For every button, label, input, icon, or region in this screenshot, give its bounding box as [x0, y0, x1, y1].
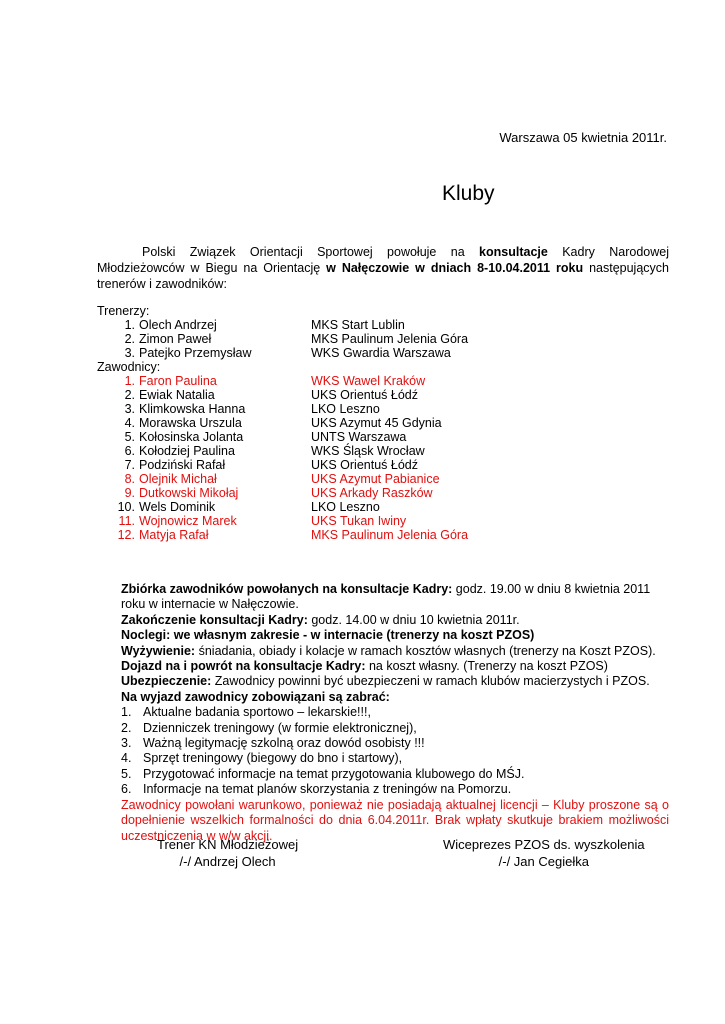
- checklist-number: 1.: [121, 705, 132, 720]
- end-text: godz. 14.00 w dniu 10 kwietnia 2011r.: [311, 612, 520, 627]
- end-label: Zakończenie konsultacji Kadry:: [121, 612, 308, 627]
- roster-club: WKS Śląsk Wrocław: [311, 444, 425, 458]
- checklist-text: Aktualne badania sportowo – lekarskie!!!,: [143, 705, 371, 720]
- lodging-label: Noclegi: we własnym zakresie - w internacie (trenerzy na koszt PZOS): [121, 628, 535, 643]
- roster-number: 4.: [124, 416, 135, 430]
- roster-name: Zimon Paweł: [139, 332, 212, 346]
- travel-info: [121, 659, 669, 674]
- roster-club: WKS Gwardia Warszawa: [311, 346, 451, 360]
- roster-name: Morawska Urszula: [139, 416, 242, 430]
- roster-row: [97, 486, 657, 500]
- roster-name: Wojnowicz Marek: [139, 514, 237, 528]
- roster-name: Olech Andrzej: [139, 318, 217, 332]
- gathering-info: [121, 582, 669, 613]
- insurance-info: [121, 674, 669, 689]
- trainers-list: [97, 318, 657, 360]
- checklist-item: [121, 767, 669, 782]
- roster-number: 1.: [124, 318, 135, 332]
- roster-row: [97, 416, 657, 430]
- roster-name: Wels Dominik: [139, 500, 216, 514]
- roster: [97, 304, 657, 542]
- roster-row: [97, 346, 657, 360]
- lodging-info: [121, 628, 669, 643]
- gathering-label: Zbiórka zawodników powołanych na konsultacje Kadry:: [121, 582, 453, 596]
- info-section: [121, 582, 669, 844]
- roster-name: Olejnik Michał: [139, 472, 217, 486]
- roster-name: Klimkowska Hanna: [139, 402, 246, 416]
- meals-label: Wyżywienie:: [121, 643, 196, 658]
- checklist-item: [121, 721, 669, 736]
- roster-number: 6.: [124, 444, 135, 458]
- roster-club: MKS Paulinum Jelenia Góra: [311, 332, 469, 346]
- intro-text-3: następujących trenerów i zawodników:: [97, 261, 669, 291]
- roster-number: 2.: [124, 388, 135, 402]
- roster-row: [97, 528, 657, 542]
- checklist-item: [121, 751, 669, 766]
- checklist-item: [121, 705, 669, 720]
- signature-right: [443, 836, 645, 870]
- document-date: Warszawa 05 kwietnia 2011r.: [499, 130, 667, 145]
- roster-club: UKS Tukan Iwiny: [311, 514, 407, 528]
- trainers-label: Trenerzy:: [97, 304, 150, 318]
- insurance-text: Zawodnicy powinni być ubezpieczeni w ramach klubów macierzystych i PZOS.: [214, 674, 650, 689]
- signature-right-name: /-/ Jan Cegiełka: [498, 854, 589, 869]
- checklist-number: 3.: [121, 736, 132, 751]
- roster-club: MKS Paulinum Jelenia Góra: [311, 528, 469, 542]
- roster-number: 11.: [118, 514, 135, 528]
- packing-heading: [121, 690, 669, 705]
- roster-row: [97, 374, 657, 388]
- warning-note: Zawodnicy powołani warunkowo, ponieważ nie posiadają aktualnej licencji – Kluby proszone są o dopełnienie wszelkich formalności do dnia 6.04.2011r. Brak wpłaty skutkuje brakiem możliwości uczestniczenia w w/w akcji.: [121, 797, 669, 843]
- roster-number: 7.: [124, 458, 135, 472]
- insurance-label: Ubezpieczenie:: [121, 674, 212, 689]
- roster-number: 5.: [124, 430, 135, 444]
- roster-number: 9.: [124, 486, 135, 500]
- roster-number: 12.: [117, 528, 135, 542]
- roster-club: WKS Wawel Kraków: [311, 374, 426, 388]
- checklist-text: Informacje na temat planów skorzystania z treningów na Pomorzu.: [143, 782, 512, 797]
- roster-club: UKS Arkady Raszków: [311, 486, 433, 500]
- checklist-item: [121, 782, 669, 797]
- travel-text: na koszt własny. (Trenerzy na koszt PZOS): [368, 659, 608, 674]
- roster-number: 1.: [124, 374, 135, 388]
- signature-left-title: Trener KN Młodzieżowej: [157, 837, 299, 852]
- roster-row: [97, 318, 657, 332]
- gathering-text: godz. 19.00 w dniu 8 kwietnia 2011 roku w internacie w Nałęczowie.: [121, 582, 651, 612]
- packing-checklist: [121, 705, 669, 797]
- roster-number: 10.: [117, 500, 135, 514]
- intro-paragraph: [97, 244, 669, 292]
- meals-text: śniadania, obiady i kolacje w ramach kosztów własnych (trenerzy na Koszt PZOS).: [198, 643, 656, 658]
- intro-text-2: Kadry Narodowej Młodzieżowców w Biegu na Orientację: [97, 245, 669, 275]
- signature-left: [157, 836, 298, 870]
- roster-row: [97, 458, 657, 472]
- travel-label: Dojazd na i powrót na konsultacje Kadry:: [121, 659, 366, 674]
- athletes-label: Zawodnicy:: [97, 360, 161, 374]
- roster-row: [97, 444, 657, 458]
- checklist-text: Przygotować informacje na temat przygotowania klubowego do MŚJ.: [143, 766, 525, 781]
- roster-name: Kołosinska Jolanta: [139, 430, 244, 444]
- athletes-list: [97, 374, 657, 542]
- meals-info: [121, 644, 669, 659]
- intro-text-1: Polski Związek Orientacji Sportowej powołuje na: [142, 245, 465, 259]
- signature-right-title: Wiceprezes PZOS ds. wyszkolenia: [443, 837, 645, 852]
- roster-row: [97, 472, 657, 486]
- roster-name: Ewiak Natalia: [139, 388, 215, 402]
- roster-name: Dutkowski Mikołaj: [139, 486, 239, 500]
- document-title: Kluby: [442, 182, 495, 205]
- roster-name: Faron Paulina: [139, 374, 217, 388]
- roster-club: MKS Start Lublin: [311, 318, 405, 332]
- intro-bold-2: w Nałęczowie w dniach 8-10.04.2011 roku: [326, 261, 584, 275]
- roster-number: 3.: [124, 402, 135, 416]
- packing-label: Na wyjazd zawodnicy zobowiązani są zabrać:: [121, 689, 390, 704]
- roster-club: LKO Leszno: [311, 500, 380, 514]
- roster-row: [97, 388, 657, 402]
- checklist-text: Ważną legitymację szkolną oraz dowód osobisty !!!: [143, 736, 425, 751]
- end-info: [121, 613, 669, 628]
- roster-name: Matyja Rafał: [139, 528, 209, 542]
- roster-club: UNTS Warszawa: [311, 430, 407, 444]
- roster-row: [97, 430, 657, 444]
- roster-club: UKS Azymut Pabianice: [311, 472, 440, 486]
- roster-club: UKS Orientuś Łódź: [311, 458, 418, 472]
- roster-club: UKS Orientuś Łódź: [311, 388, 418, 402]
- roster-name: Patejko Przemysław: [139, 346, 252, 360]
- roster-number: 2.: [124, 332, 135, 346]
- roster-row: [97, 514, 657, 528]
- roster-club: LKO Leszno: [311, 402, 380, 416]
- roster-row: [97, 500, 657, 514]
- roster-club: UKS Azymut 45 Gdynia: [311, 416, 442, 430]
- checklist-number: 5.: [121, 766, 132, 781]
- checklist-number: 4.: [121, 751, 132, 766]
- roster-number: 8.: [124, 472, 135, 486]
- checklist-number: 2.: [121, 720, 132, 735]
- intro-bold-1: konsultacje: [479, 245, 548, 259]
- checklist-number: 6.: [121, 782, 132, 797]
- roster-row: [97, 332, 657, 346]
- checklist-item: [121, 736, 669, 751]
- roster-name: Kołodziej Paulina: [139, 444, 235, 458]
- roster-name: Podziński Rafał: [139, 458, 226, 472]
- signature-left-name: /-/ Andrzej Olech: [179, 854, 276, 869]
- checklist-text: Sprzęt treningowy (biegowy do bno i startowy),: [143, 751, 403, 766]
- roster-row: [97, 402, 657, 416]
- roster-number: 3.: [124, 346, 135, 360]
- checklist-text: Dzienniczek treningowy (w formie elektronicznej),: [143, 720, 417, 735]
